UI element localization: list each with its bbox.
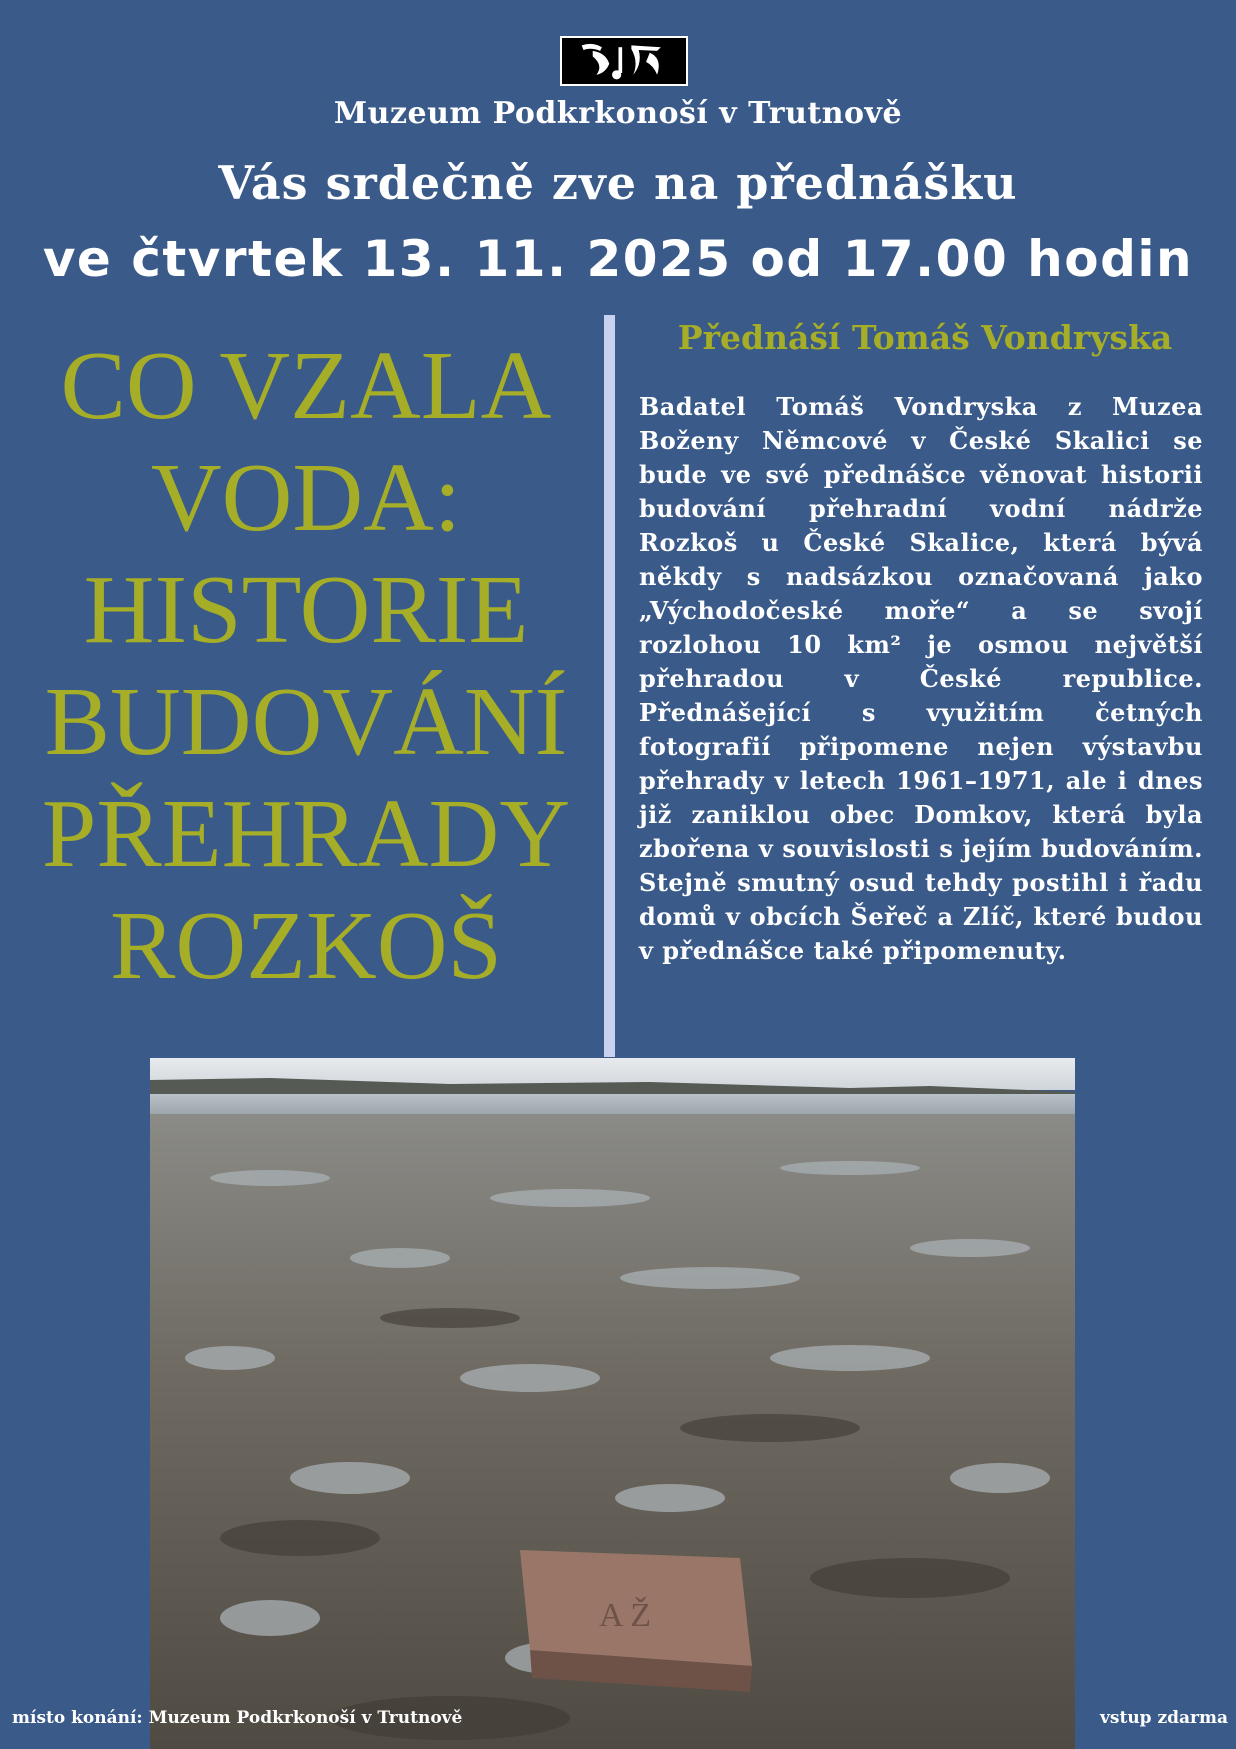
museum-logo-icon — [560, 36, 688, 86]
title-line: VODA: — [150, 444, 462, 552]
lecturer-name: Přednáší Tomáš Vondryska — [677, 318, 1173, 357]
reservoir-photo — [150, 1058, 1075, 1749]
event-date: ve čtvrtek 13. 11. 2025 od 17.00 hodin — [42, 230, 1194, 288]
venue-text: místo konání: Muzeum Podkrkonoší v Trutnově — [12, 1708, 463, 1728]
column-divider — [604, 315, 615, 1057]
entry-text: vstup zdarma — [1100, 1708, 1228, 1728]
title-line: PŘEHRADY — [41, 780, 571, 888]
title-line: ROZKOŠ — [109, 892, 503, 1000]
brick-inscription: A Ž — [599, 1597, 651, 1634]
title-line: CO VZALA — [60, 332, 552, 440]
title-line: BUDOVÁNÍ — [44, 668, 568, 776]
lecture-description: Badatel Tomáš Vondryska z Muzea Boženy Němcové v České Skalici se bude ve své přednášce věnovat historii budování přehradní vodní nádrže Rozkoš u České Skalice, která bývá někdy s nadsázkou označovaná jako „Východočeské moře“ a se svojí rozlohou 10 km² je osmou největší přehradou v České republice. Přednášející s využitím četných fotografií připomene nejen výstavbu přehrady v letech 1961–1971, ale i dnes již zaniklou obec Domkov, která byla zbořena v souvislosti s jejím budováním. Stejně smutný osud tehdy postihl i řadu domů v obcích Šeřeč a Zlíč, které budou v přednášce také připomenuty. — [639, 392, 1203, 965]
museum-name: Muzeum Podkrkonoší v Trutnově — [333, 96, 903, 131]
invitation-text: Vás srdečně zve na přednášku — [218, 156, 1018, 210]
title-line: HISTORIE — [83, 556, 529, 664]
lecture-title — [20, 330, 592, 1002]
